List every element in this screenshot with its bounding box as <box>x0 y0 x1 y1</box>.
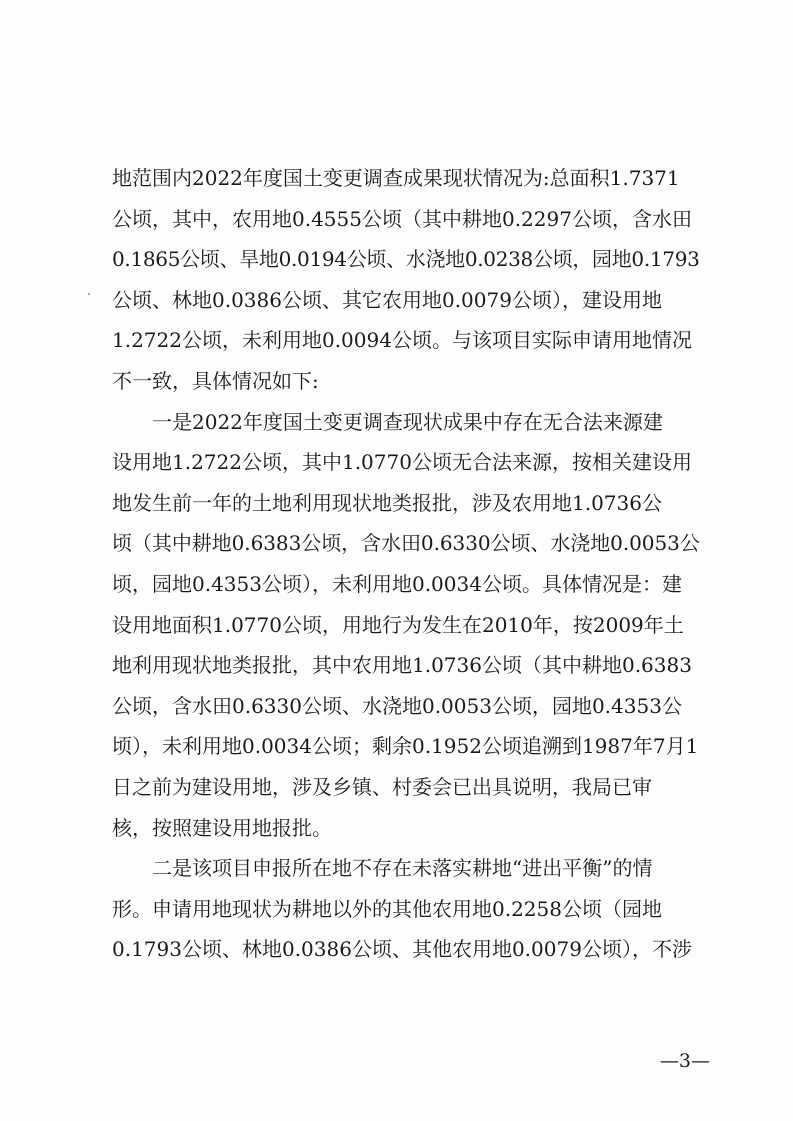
page-number: —3— <box>659 1050 710 1072</box>
text-line: 公顷，含水田0.6330公顷、水浇地0.0053公顷，园地0.4353公 <box>112 693 682 718</box>
text-line: 地利用现状地类报批，其中农用地1.0736公顷（其中耕地0.6383 <box>112 653 692 678</box>
text-line: 一是2022年度国土变更调查现状成果中存在无合法来源建 <box>152 409 663 434</box>
text-line: 地范围内2022年度国土变更调查成果现状情况为:总面积1.7371 <box>112 166 680 190</box>
text-line: 顷（其中耕地0.6383公顷，含水田0.6330公顷、水浇地0.0053公 <box>112 531 700 556</box>
text-line: 核，按照建设用地报批。 <box>112 815 332 840</box>
paragraph <box>112 848 700 970</box>
text-line: 公顷、林地0.0386公顷、其它农用地0.0079公顷），建设用地 <box>112 287 662 312</box>
text-line: 不一致，具体情况如下: <box>112 368 319 393</box>
text-line: 顷，园地0.4353公顷），未利用地0.0034公顷。具体情况是：建 <box>112 571 682 596</box>
paragraph <box>112 158 700 402</box>
text-line: 设用地面积1.0770公顷，用地行为发生在2010年，按2009年土 <box>112 612 684 637</box>
text-line: 顷），未利用地0.0034公顷；剩余0.1952公顷追溯到1987年7月1 <box>112 734 699 759</box>
text-line: 0.1865公顷、旱地0.0194公顷、水浇地0.0238公顷，园地0.1793 <box>112 247 700 272</box>
text-line: 公顷，其中，农用地0.4555公顷（其中耕地0.2297公顷，含水田 <box>112 206 692 231</box>
text-line: 形。申请用地现状为耕地以外的其他农用地0.2258公顷（园地 <box>112 896 662 921</box>
text-line: 地发生前一年的土地利用现状地类报批，涉及农用地1.0736公 <box>112 490 662 515</box>
text-line: 0.1793公顷、林地0.0386公顷、其他农用地0.0079公顷），不涉 <box>112 937 692 962</box>
scan-speck <box>88 293 90 295</box>
text-line: 1.2722公顷，未利用地0.0094公顷。与该项目实际申请用地情况 <box>112 328 692 353</box>
body-text <box>112 158 700 970</box>
paragraph <box>112 402 700 849</box>
text-line: 日之前为建设用地，涉及乡镇、村委会已出具说明，我局已审 <box>112 774 652 799</box>
text-line: 二是该项目申报所在地不存在未落实耕地“进出平衡”的情 <box>152 856 653 881</box>
text-line: 设用地1.2722公顷，其中1.0770公顷无合法来源，按相关建设用 <box>112 450 692 475</box>
